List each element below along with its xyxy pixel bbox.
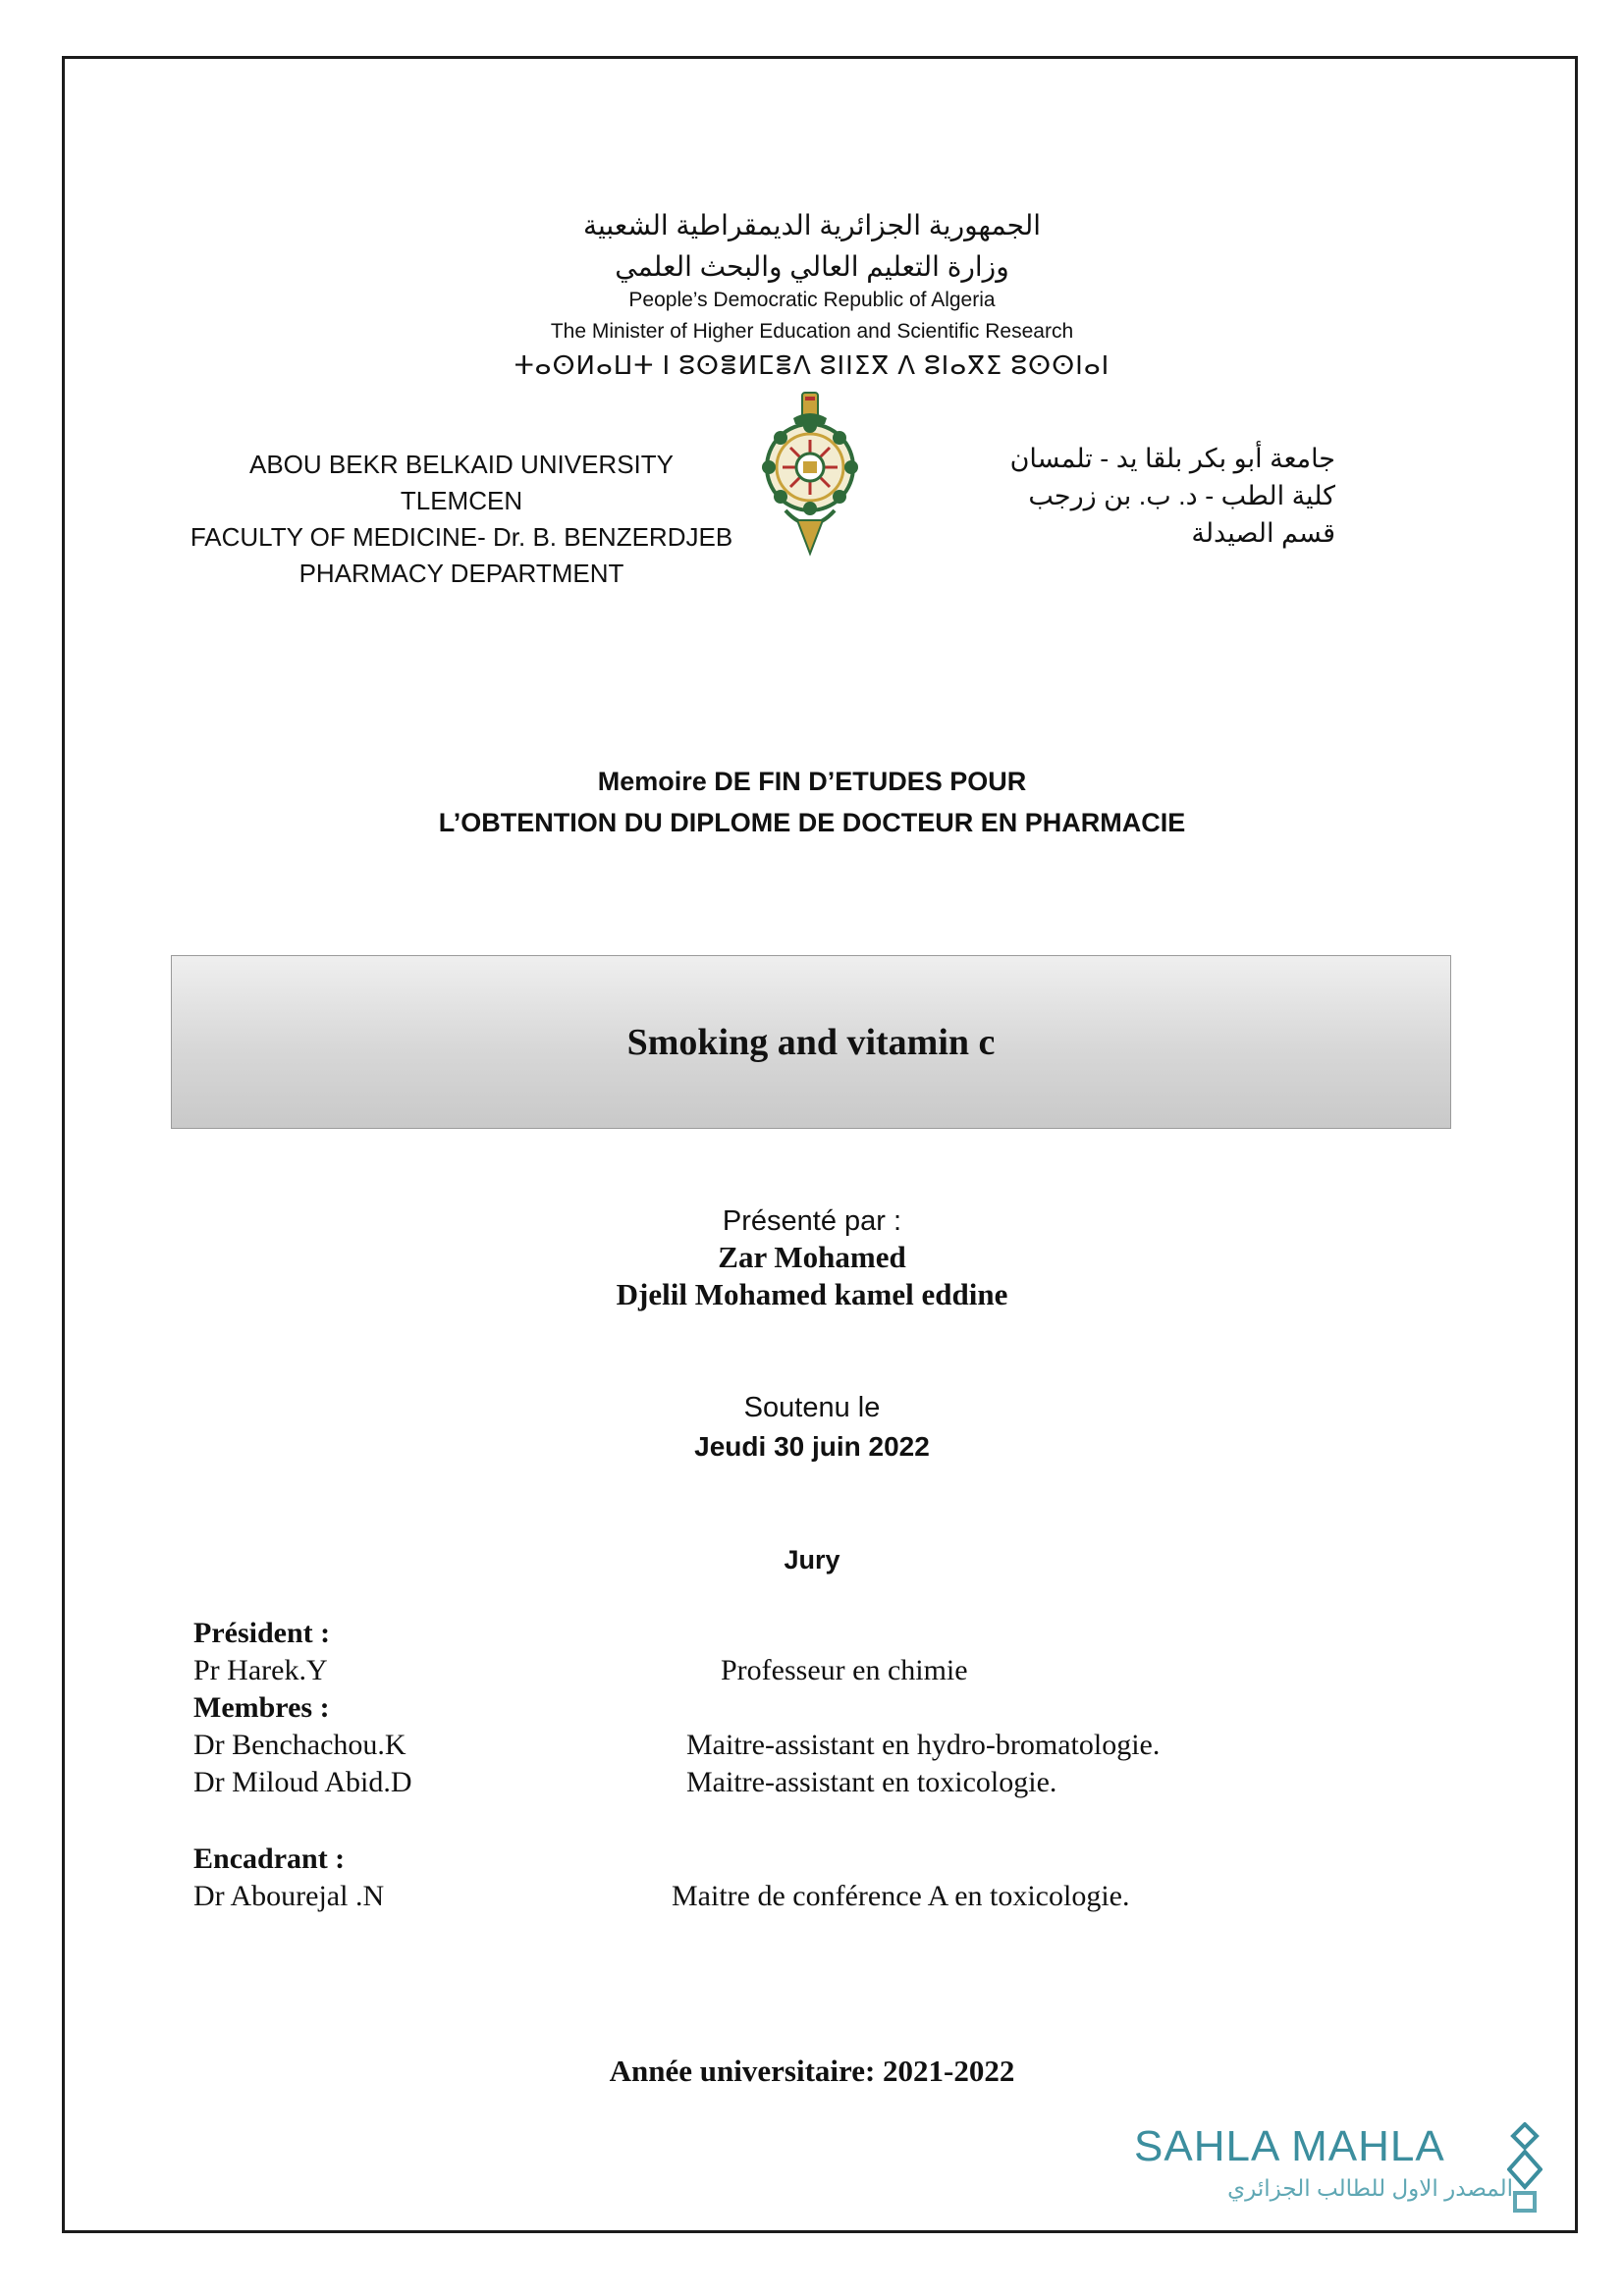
- defense-date: Jeudi 30 juin 2022: [694, 1431, 930, 1462]
- university-english: [187, 447, 736, 592]
- republic-arabic: الجمهورية الجزائرية الديمقراطية الشعبية: [582, 210, 1042, 240]
- authors: [0, 1239, 1624, 1313]
- supervisor-label: Encadrant :: [193, 1842, 346, 1875]
- watermark-tagline: المصدر الاول للطالب الجزائري: [1227, 2175, 1513, 2201]
- president-role: Professeur en chimie: [721, 1654, 968, 1686]
- ministry-tifinagh: ⵜⴰⵙⵍⴰⵡⵜ ⵏ ⵓⵙⴻⵍⵎⴻⴷ ⵓⵏⵏⵉⴳ ⴷ ⵓⵏⴰⴳⵉ ⵓⵙⵙⵏⴰⵏ: [514, 350, 1110, 380]
- members-label: Membres :: [193, 1691, 330, 1724]
- member-name: Dr Benchachou.K: [193, 1729, 406, 1761]
- thesis-heading: [0, 761, 1624, 843]
- member-role: Maitre-assistant en hydro-bromatologie.: [686, 1729, 1161, 1761]
- department-name-arabic: قسم الصيدلة: [1191, 518, 1335, 548]
- title-box: [171, 955, 1451, 1129]
- university-name-arabic: جامعة أبو بكر بلقا يد - تلمسان: [1009, 444, 1335, 473]
- jury-heading: Jury: [784, 1545, 840, 1575]
- faculty-name-arabic: كلية الطب - د. ب. بن زرجب: [1028, 481, 1335, 510]
- thesis-heading-line1: Memoire DE FIN D’ETUDES POUR: [597, 767, 1027, 796]
- defended-label: Soutenu le: [743, 1392, 881, 1423]
- ministry-arabic: وزارة التعليم العالي والبحث العلمي: [615, 251, 1009, 282]
- ministry-english: The Minister of Higher Education and Scientific Research: [550, 320, 1074, 343]
- author-name: Djelil Mohamed kamel eddine: [616, 1277, 1008, 1311]
- watermark-logo-icon: [1507, 2122, 1543, 2216]
- member-name: Dr Miloud Abid.D: [193, 1766, 412, 1798]
- member-role: Maitre-assistant en toxicologie.: [686, 1766, 1057, 1798]
- faculty-name: FACULTY OF MEDICINE- Dr. B. BENZERDJEB: [189, 522, 733, 552]
- thesis-heading-line2: L’OBTENTION DU DIPLOME DE DOCTEUR EN PHARMACIE: [438, 808, 1186, 837]
- academic-year: Année universitaire: 2021-2022: [609, 2054, 1015, 2088]
- president-label: Président :: [193, 1617, 331, 1649]
- republic-english: People’s Democratic Republic of Algeria: [628, 289, 996, 311]
- university-name: ABOU BEKR BELKAID UNIVERSITY TLEMCEN: [248, 450, 674, 515]
- author-name: Zar Mohamed: [718, 1240, 906, 1274]
- supervisor-role: Maitre de conférence A en toxicologie.: [672, 1880, 1130, 1912]
- university-arabic: [943, 440, 1335, 552]
- presented-by-label: Présenté par :: [722, 1205, 902, 1237]
- watermark-brand: SAHLA MAHLA: [1134, 2122, 1445, 2170]
- sahla-mahla-watermark: [1134, 2122, 1537, 2216]
- supervisor-name: Dr Abourejal .N: [193, 1880, 385, 1912]
- thesis-title: Smoking and vitamin c: [626, 1021, 996, 1063]
- university-emblem-icon: [756, 391, 864, 558]
- president-name: Pr Harek.Y: [193, 1654, 328, 1686]
- department-name: PHARMACY DEPARTMENT: [298, 559, 624, 588]
